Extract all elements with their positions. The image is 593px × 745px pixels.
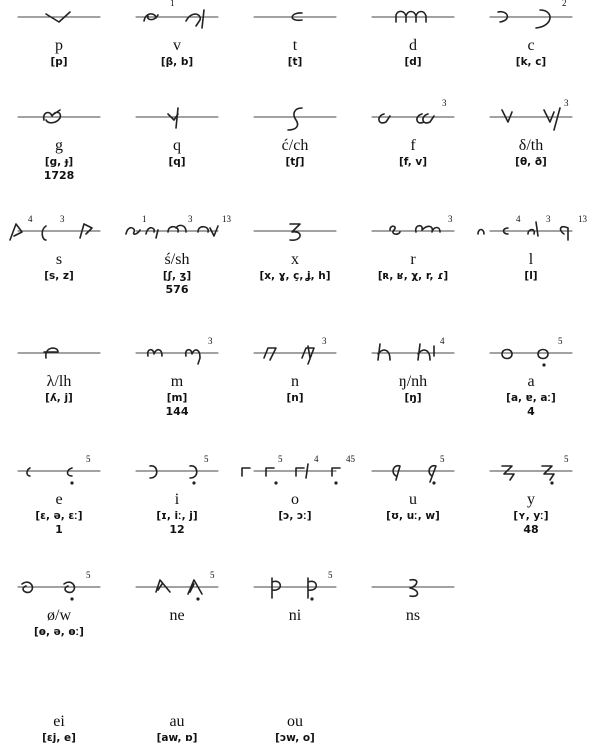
letter-glyph bbox=[354, 0, 472, 34]
ipa-value: [d] bbox=[404, 56, 422, 68]
ipa-value: [g, ɟ] bbox=[44, 156, 74, 168]
letter-cell bbox=[472, 570, 590, 606]
vowel-dot bbox=[550, 481, 553, 484]
variant-superscript: 5 bbox=[86, 454, 91, 464]
numeral-value: 48 bbox=[523, 523, 539, 536]
letter-name: d bbox=[409, 37, 417, 54]
letter-cell bbox=[0, 454, 118, 537]
letter-name: l bbox=[528, 251, 534, 268]
variant-superscript: 1 bbox=[170, 0, 175, 8]
glyph-stroke bbox=[502, 466, 514, 480]
glyph-stroke bbox=[272, 578, 280, 598]
letter-name: s bbox=[55, 251, 63, 268]
glyph-placeholder bbox=[472, 570, 590, 604]
letter-glyph bbox=[354, 100, 472, 134]
letter-cell bbox=[236, 100, 354, 169]
variant-superscript: 5 bbox=[440, 454, 445, 464]
letter-glyph bbox=[236, 570, 354, 604]
letter-name: g bbox=[55, 137, 63, 154]
ipa-value: [a, ɐ, aː] bbox=[506, 392, 556, 404]
ipa-value: [ɛ, ə, ɛː] bbox=[35, 510, 83, 522]
letter-name: u bbox=[409, 491, 417, 508]
ipa-value: [ʀ, ʁ, χ, r, ɾ] bbox=[377, 270, 449, 282]
letter-cell bbox=[118, 100, 236, 169]
ipa-value: [x, ɣ, ç, ʝ, h] bbox=[259, 270, 331, 282]
letter-glyph bbox=[354, 214, 472, 248]
letter-glyph bbox=[118, 214, 236, 248]
glyph-stroke bbox=[410, 580, 418, 597]
variant-superscript: 5 bbox=[558, 336, 563, 346]
letter-name: y bbox=[527, 491, 535, 508]
ipa-value: [ʊ, uː, w] bbox=[386, 510, 440, 522]
letter-name: p bbox=[55, 37, 63, 54]
ipa-value: [q] bbox=[168, 156, 186, 168]
letter-name: ni bbox=[288, 607, 302, 624]
letter-glyph bbox=[0, 100, 118, 134]
glyph-stroke bbox=[44, 110, 61, 123]
glyph-stroke bbox=[417, 114, 434, 123]
letter-glyph bbox=[236, 0, 354, 34]
variant-superscript: 3 bbox=[546, 214, 551, 224]
letter-cell bbox=[236, 336, 354, 405]
glyph-stroke bbox=[302, 346, 314, 364]
glyph-stroke bbox=[186, 10, 204, 28]
ipa-value: [n] bbox=[286, 392, 304, 404]
letter-cell bbox=[472, 100, 590, 169]
glyph-stroke bbox=[264, 348, 276, 360]
numeral-value: 144 bbox=[165, 405, 189, 418]
letter-glyph bbox=[0, 214, 118, 248]
ipa-value: [tʃ] bbox=[285, 156, 305, 168]
letter-name: ŋ/nh bbox=[398, 373, 428, 390]
glyph-stroke bbox=[266, 468, 274, 476]
letter-glyph bbox=[236, 454, 354, 488]
variant-superscript: 4 bbox=[28, 214, 33, 224]
glyph-stroke bbox=[168, 108, 178, 128]
ipa-value: [f, v] bbox=[398, 156, 428, 168]
letter-glyph bbox=[236, 336, 354, 370]
letter-name: f bbox=[410, 137, 416, 154]
letter-name: e bbox=[55, 491, 63, 508]
glyph-stroke bbox=[418, 344, 434, 360]
letter-name: au bbox=[169, 713, 185, 730]
letter-glyph bbox=[472, 100, 590, 134]
variant-superscript: 5 bbox=[204, 454, 209, 464]
letter-name: λ/lh bbox=[46, 373, 72, 390]
ipa-value: [ʎ, j] bbox=[45, 392, 73, 404]
letter-name: m bbox=[170, 373, 184, 390]
vowel-dot bbox=[70, 597, 73, 600]
letter-glyph bbox=[472, 454, 590, 488]
variant-superscript: 4 bbox=[440, 336, 445, 346]
glyph-stroke bbox=[27, 468, 30, 476]
ipa-value: [β, b] bbox=[160, 56, 194, 68]
vowel-dot bbox=[196, 597, 199, 600]
letter-cell bbox=[118, 454, 236, 537]
glyph-stroke bbox=[10, 224, 22, 240]
letter-cell bbox=[354, 336, 472, 405]
ipa-value: [θ, ð] bbox=[515, 156, 547, 168]
letter-cell bbox=[472, 214, 590, 283]
variant-superscript: 45 bbox=[346, 454, 355, 464]
glyph-stroke bbox=[502, 110, 512, 122]
letter-glyph bbox=[118, 570, 236, 604]
letter-cell bbox=[236, 454, 354, 523]
ipa-value: [ɔ, ɔː] bbox=[278, 510, 312, 522]
letter-cell bbox=[118, 0, 236, 69]
glyph-stroke bbox=[68, 468, 73, 476]
variant-superscript: 13 bbox=[578, 214, 587, 224]
glyph-stroke bbox=[538, 350, 548, 359]
variant-superscript: 3 bbox=[60, 214, 65, 224]
letter-glyph bbox=[0, 570, 118, 604]
letter-cell bbox=[236, 570, 354, 625]
variant-superscript: 3 bbox=[208, 336, 213, 346]
glyph-stroke bbox=[190, 466, 197, 478]
vowel-dot bbox=[334, 481, 337, 484]
letter-cell bbox=[0, 0, 118, 69]
vowel-dot bbox=[274, 481, 277, 484]
ipa-value: [ɵ, ə, ɵː] bbox=[34, 626, 84, 638]
glyph-stroke bbox=[561, 227, 568, 240]
glyph-stroke bbox=[186, 350, 200, 364]
letter-cell bbox=[236, 676, 354, 745]
letter-name: v bbox=[173, 37, 181, 54]
variant-superscript: 5 bbox=[210, 570, 215, 580]
glyph-stroke bbox=[478, 230, 484, 235]
variant-superscript: 3 bbox=[442, 98, 447, 108]
letter-cell bbox=[236, 0, 354, 69]
letter-cell bbox=[236, 214, 354, 283]
letter-glyph bbox=[0, 454, 118, 488]
letter-cell bbox=[472, 0, 590, 69]
variant-superscript: 5 bbox=[278, 454, 283, 464]
vowel-dot bbox=[192, 481, 195, 484]
letter-cell bbox=[354, 454, 472, 523]
glyph-stroke bbox=[288, 108, 302, 130]
ipa-value: [m] bbox=[166, 392, 188, 404]
letter-cell bbox=[118, 214, 236, 297]
variant-superscript: 13 bbox=[222, 214, 231, 224]
glyph-stroke bbox=[242, 468, 250, 476]
letter-cell bbox=[0, 570, 118, 639]
letter-name: ø/w bbox=[47, 607, 71, 624]
letter-glyph bbox=[236, 214, 354, 248]
glyph-stroke bbox=[429, 466, 436, 482]
letter-glyph bbox=[118, 100, 236, 134]
glyph-stroke bbox=[393, 466, 400, 480]
numeral-value: 1 bbox=[55, 523, 63, 536]
ipa-value: [ɪ, iː, j] bbox=[156, 510, 198, 522]
variant-superscript: 4 bbox=[314, 454, 319, 464]
glyph-placeholder bbox=[0, 676, 118, 710]
letter-glyph bbox=[354, 454, 472, 488]
letter-name: ne bbox=[169, 607, 185, 624]
numeral-value: 1728 bbox=[43, 169, 75, 182]
letter-name: t bbox=[292, 37, 298, 54]
ipa-value: [ʃ, ʒ] bbox=[162, 270, 192, 282]
letter-cell bbox=[118, 570, 236, 625]
numeral-value: 4 bbox=[527, 405, 535, 418]
letter-cell bbox=[118, 336, 236, 419]
ipa-value: [p] bbox=[50, 56, 68, 68]
letter-name: ns bbox=[405, 607, 421, 624]
letter-glyph bbox=[118, 336, 236, 370]
glyph-placeholder bbox=[118, 676, 236, 710]
vowel-dot bbox=[432, 481, 435, 484]
letter-name: a bbox=[527, 373, 535, 390]
ipa-value: [ŋ] bbox=[404, 392, 422, 404]
ipa-value: [s, z] bbox=[44, 270, 74, 282]
letter-name: q bbox=[173, 137, 181, 154]
ipa-value: [aw, ɒ] bbox=[156, 732, 198, 744]
glyph-stroke bbox=[156, 580, 170, 592]
glyph-stroke bbox=[502, 350, 512, 359]
variant-superscript: 3 bbox=[564, 98, 569, 108]
variant-superscript: 5 bbox=[328, 570, 333, 580]
letter-glyph bbox=[472, 336, 590, 370]
letter-name: r bbox=[410, 251, 416, 268]
letter-name: x bbox=[291, 251, 299, 268]
glyph-stroke bbox=[290, 224, 300, 240]
variant-superscript: 5 bbox=[564, 454, 569, 464]
letter-cell bbox=[354, 570, 472, 625]
variant-superscript: 2 bbox=[562, 0, 567, 8]
ipa-value: [ɛj, e] bbox=[42, 732, 76, 744]
letter-cell bbox=[0, 676, 118, 745]
ipa-value: [k, c] bbox=[515, 56, 547, 68]
letter-glyph bbox=[118, 0, 236, 34]
glyph-stroke bbox=[544, 108, 560, 130]
letter-name: o bbox=[291, 491, 299, 508]
glyph-stroke bbox=[542, 466, 554, 480]
letter-name: i bbox=[174, 491, 180, 508]
glyph-stroke bbox=[378, 344, 390, 360]
glyph-stroke bbox=[42, 226, 46, 240]
glyph-stroke bbox=[379, 114, 390, 123]
letter-glyph bbox=[236, 100, 354, 134]
letter-name: ś/sh bbox=[164, 251, 190, 268]
glyph-stroke bbox=[332, 468, 340, 476]
letter-name: ć/ch bbox=[281, 137, 309, 154]
letter-name: c bbox=[527, 37, 535, 54]
letter-cell bbox=[0, 336, 118, 405]
variant-superscript: 1 bbox=[142, 214, 147, 224]
glyph-placeholder bbox=[236, 676, 354, 710]
letter-glyph bbox=[354, 570, 472, 604]
letter-glyph bbox=[0, 0, 118, 34]
letter-glyph bbox=[472, 0, 590, 34]
vowel-dot bbox=[542, 363, 545, 366]
glyph-stroke bbox=[150, 466, 157, 478]
variant-superscript: 4 bbox=[516, 214, 521, 224]
vowel-dot bbox=[70, 481, 73, 484]
glyph-stroke bbox=[390, 226, 400, 234]
letter-cell bbox=[0, 214, 118, 283]
ipa-value: [ɔw, o] bbox=[275, 732, 315, 744]
letter-name: δ/th bbox=[518, 137, 544, 154]
letter-glyph bbox=[472, 214, 590, 248]
letter-glyph bbox=[354, 336, 472, 370]
letter-cell bbox=[0, 100, 118, 183]
variant-superscript: 3 bbox=[448, 214, 453, 224]
glyph-stroke bbox=[146, 228, 158, 238]
letter-cell bbox=[118, 676, 236, 745]
glyph-stroke bbox=[528, 222, 538, 236]
letter-glyph bbox=[118, 454, 236, 488]
letter-name: ou bbox=[287, 713, 303, 730]
letter-name: n bbox=[291, 373, 299, 390]
letter-cell bbox=[354, 0, 472, 69]
letter-cell bbox=[472, 336, 590, 419]
letter-glyph bbox=[0, 336, 118, 370]
vowel-dot bbox=[310, 597, 313, 600]
letter-cell bbox=[354, 214, 472, 283]
ipa-value: [t] bbox=[287, 56, 303, 68]
glyph-stroke bbox=[536, 10, 550, 28]
glyph-stroke bbox=[308, 578, 316, 598]
ipa-value: [l] bbox=[524, 270, 538, 282]
letter-cell bbox=[354, 100, 472, 169]
variant-superscript: 5 bbox=[86, 570, 91, 580]
ipa-value: [ʏ, yː] bbox=[513, 510, 549, 522]
variant-superscript: 3 bbox=[188, 214, 193, 224]
letter-name: ei bbox=[53, 713, 65, 730]
numeral-value: 576 bbox=[165, 283, 189, 296]
letter-cell bbox=[472, 454, 590, 537]
variant-superscript: 3 bbox=[322, 336, 327, 346]
numeral-value: 12 bbox=[169, 523, 185, 536]
